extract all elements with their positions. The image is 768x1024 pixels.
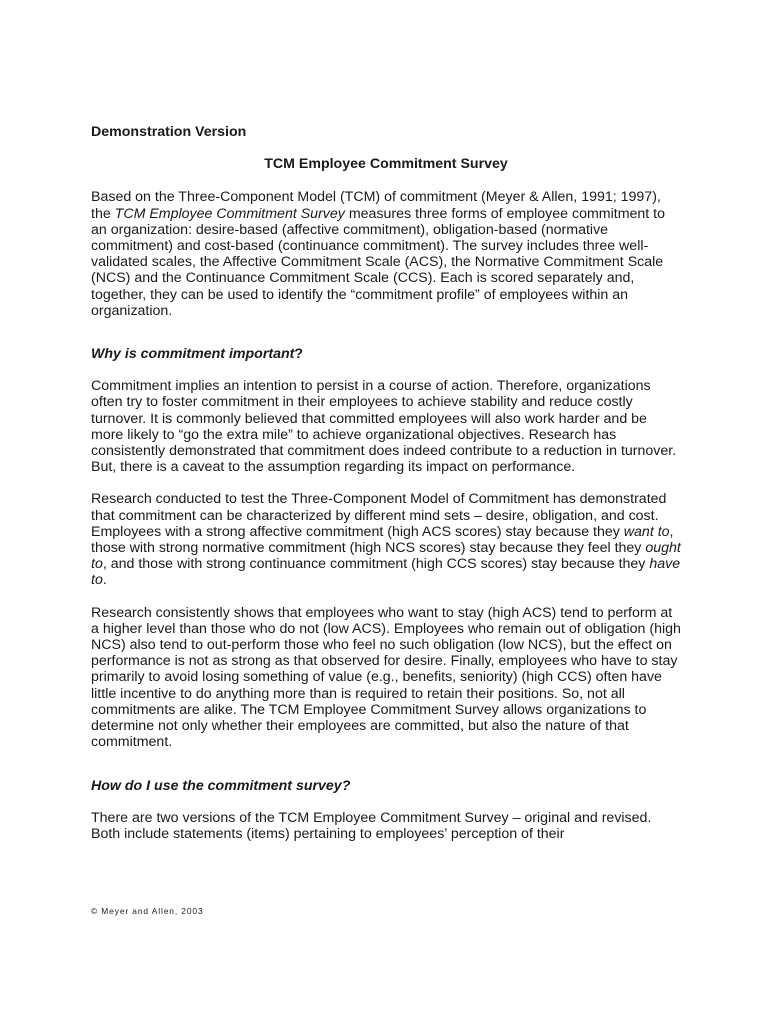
para2-text-e: , and those with strong continuance commitment (high CCS scores) stay because they	[102, 556, 650, 573]
para2-italic-want-to: want to	[623, 523, 670, 540]
section-heading-how: How do I use the commitment survey?	[91, 777, 351, 794]
paragraph-two-versions: There are two versions of the TCM Employee Commitment Survey – original and revised. Both include statements (items) pertaining to employees’ perception of their	[91, 809, 652, 842]
paragraph-research-consistently: Research consistently shows that employees who want to stay (high ACS) tend to perform at a higher level than those who do not (low ACS). Employees who remain out of obligation (high NCS) also tend to out-perform those who feel no such obligation (low NCS), but the effect on performance is not as strong as that observed for desire. Finally, employees who have to stay primarily to avoid losing something of value (e.g., benefits, seniority) (high CCS) often have little incentive to do anything more than is required to retain their positions. So, not all commitments are alike. The TCM Employee Commitment Survey allows organizations to determine not only whether their employees are committed, but also the nature of that commitment.	[91, 604, 681, 751]
document-title: TCM Employee Commitment Survey	[264, 156, 508, 173]
section-heading-why-text: Why is commitment important	[91, 346, 295, 363]
version-label: Demonstration Version	[91, 124, 247, 140]
intro-text-1: Based on the Three-Component Model (TCM) of commitment (Meyer & Allen, 1991; 1997), the	[91, 189, 661, 222]
intro-italic-survey-name: TCM Employee Commitment Survey	[114, 205, 345, 222]
copyright-footer: © Meyer and Allen, 2003	[91, 906, 204, 916]
section-heading-why	[91, 346, 681, 362]
paragraph-commitment-implies: Commitment implies an intention to persist in a course of action. Therefore, organizations often try to foster commitment in their employees to achieve stability and reduce costly turnover. It is commonly believed that committed employees will also work harder and be more likely to “go the extra mile” to achieve organizational objectives. Research has consistently demonstrated that commitment does indeed contribute to a reduction in turnover. But, there is a caveat to the assumption regarding its impact on performance.	[91, 378, 677, 476]
para2-text-c: , those with strong normative commitment (high NCS scores) stay because they feel they	[91, 523, 674, 557]
section-heading-why-qmark: ?	[294, 346, 304, 363]
document-body	[91, 124, 681, 858]
intro-text-2: measures three forms of employee commitment to an organization: desire-based (affective commitment), obligation-based (normative commitment) and cost-based (continuance commitment). The survey includes three well-validated scales, the Affective Commitment Scale (ACS), the Normative Commitment Scale (NCS) and the Continuance Commitment Scale (CCS). Each is scored separately and, together, they can be used to identify the “commitment profile” of employees within an organization.	[91, 205, 666, 319]
para2-italic-ought-to: ought to	[91, 540, 681, 573]
paragraph-research-conducted	[91, 491, 681, 588]
intro-paragraph	[91, 189, 681, 319]
para2-text-a: Research conducted to test the Three-Component Model of Commitment has demonstrated that commitment can be characterized by different mind sets – desire, obligation, and cost. Employees with a strong affective commitment (high ACS scores) stay because they	[91, 491, 667, 540]
para2-italic-have-to: have to	[91, 556, 681, 589]
para2-text-g: .	[102, 572, 107, 589]
